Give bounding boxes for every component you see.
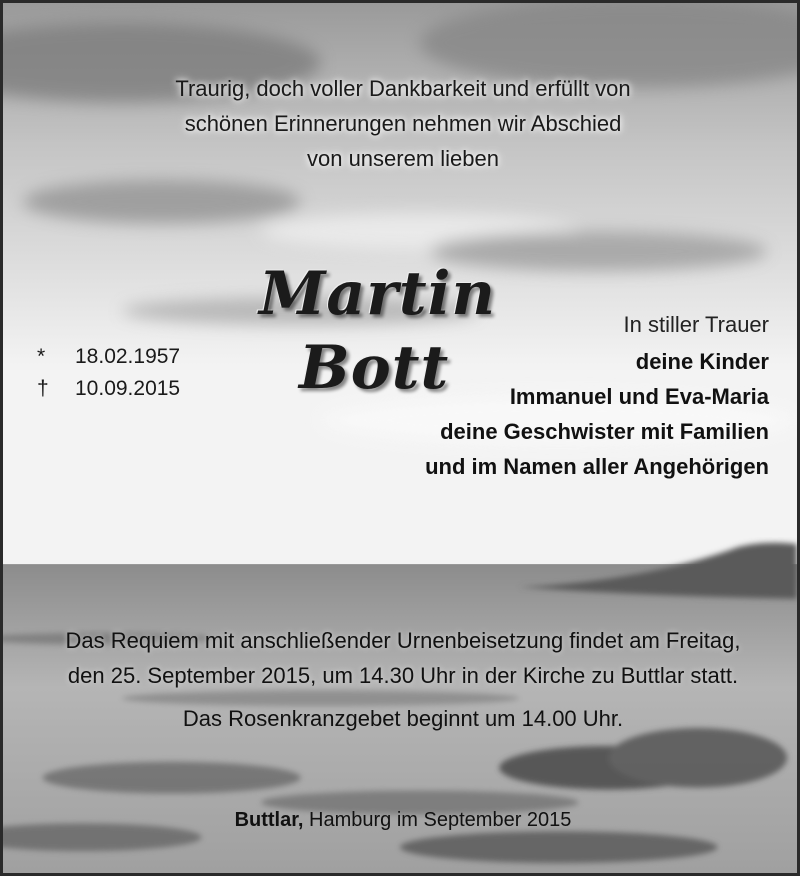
death-cross-icon: † xyxy=(37,377,49,400)
mourning-phrase: In stiller Trauer xyxy=(623,312,769,337)
life-dates xyxy=(37,341,180,405)
death-date: 10.09.2015 xyxy=(75,377,181,400)
mourner-line: und im Namen aller Angehörigen xyxy=(425,454,769,479)
deceased-first-name: Martin xyxy=(259,259,497,329)
intro-line: von unserem lieben xyxy=(306,146,499,171)
mourners-block xyxy=(425,307,769,484)
birth-date: 18.02.1957 xyxy=(75,345,181,368)
footer-place: Buttlar, xyxy=(234,809,304,831)
birth-row xyxy=(37,341,180,373)
birth-asterisk-icon: * xyxy=(37,345,46,368)
mourner-line: Immanuel und Eva-Maria xyxy=(509,384,769,409)
intro-line: schönen Erinnerungen nehmen wir Abschied xyxy=(184,111,622,136)
footer-rest: Hamburg im September 2015 xyxy=(309,809,572,831)
service-info xyxy=(3,623,800,736)
footer-place-date xyxy=(3,809,800,832)
intro-line: Traurig, doch voller Dankbarkeit und erfüllt von xyxy=(175,76,631,101)
death-row xyxy=(37,373,180,405)
requiem-line: Das Requiem mit anschließender Urnenbeisetzung findet am Freitag, xyxy=(65,628,741,653)
requiem-details-line: den 25. September 2015, um 14.30 Uhr in der Kirche zu Buttlar statt. xyxy=(67,663,739,688)
mourner-line: deine Kinder xyxy=(635,349,769,374)
mourner-line: deine Geschwister mit Familien xyxy=(440,419,769,444)
deceased-last-name: Bott xyxy=(299,333,450,403)
intro-text xyxy=(3,71,800,176)
rosary-line: Das Rosenkranzgebet beginnt um 14.00 Uhr. xyxy=(182,706,624,731)
